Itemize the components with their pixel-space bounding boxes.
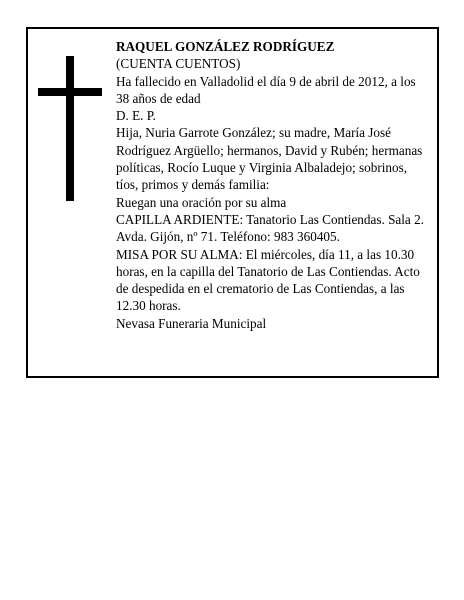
deceased-nickname: (CUENTA CUENTOS): [116, 56, 241, 72]
death-announcement: Ha fallecido en Valladolid el día 9 de abril de 2012, a los 38 años de edad: [116, 73, 416, 106]
latin-cross-icon: [38, 56, 102, 201]
mass-info: MISA POR SU ALMA: El miércoles, día 11, a las 10.30 horas, en la capilla del Tanatorio de Las Contiendas. Acto de despedida en el crematorio de Las Contiendas, a las 12.30 horas.: [116, 246, 420, 314]
obituary-notice: [26, 27, 439, 378]
cross-vertical-bar: [66, 56, 74, 201]
rest-in-peace: D. E. P.: [116, 108, 156, 124]
obituary-text: [116, 38, 432, 332]
prayer-request: Ruegan una oración por su alma: [116, 194, 287, 210]
cross-horizontal-bar: [38, 88, 102, 96]
deceased-name: RAQUEL GONZÁLEZ RODRÍGUEZ: [116, 39, 335, 54]
chapel-info: CAPILLA ARDIENTE: Tanatorio Las Contiendas. Sala 2. Avda. Gijón, nº 71. Teléfono: 983 360405.: [116, 211, 424, 245]
funeral-home: Nevasa Funeraria Municipal: [116, 315, 267, 331]
family-members: Hija, Nuria Garrote González; su madre, María José Rodríguez Argüello; hermanos, David y Rubén; hermanas políticas, Rocío Luque y Virginia Albaladejo; sobrinos, tíos, primos y demás familia:: [116, 125, 423, 193]
